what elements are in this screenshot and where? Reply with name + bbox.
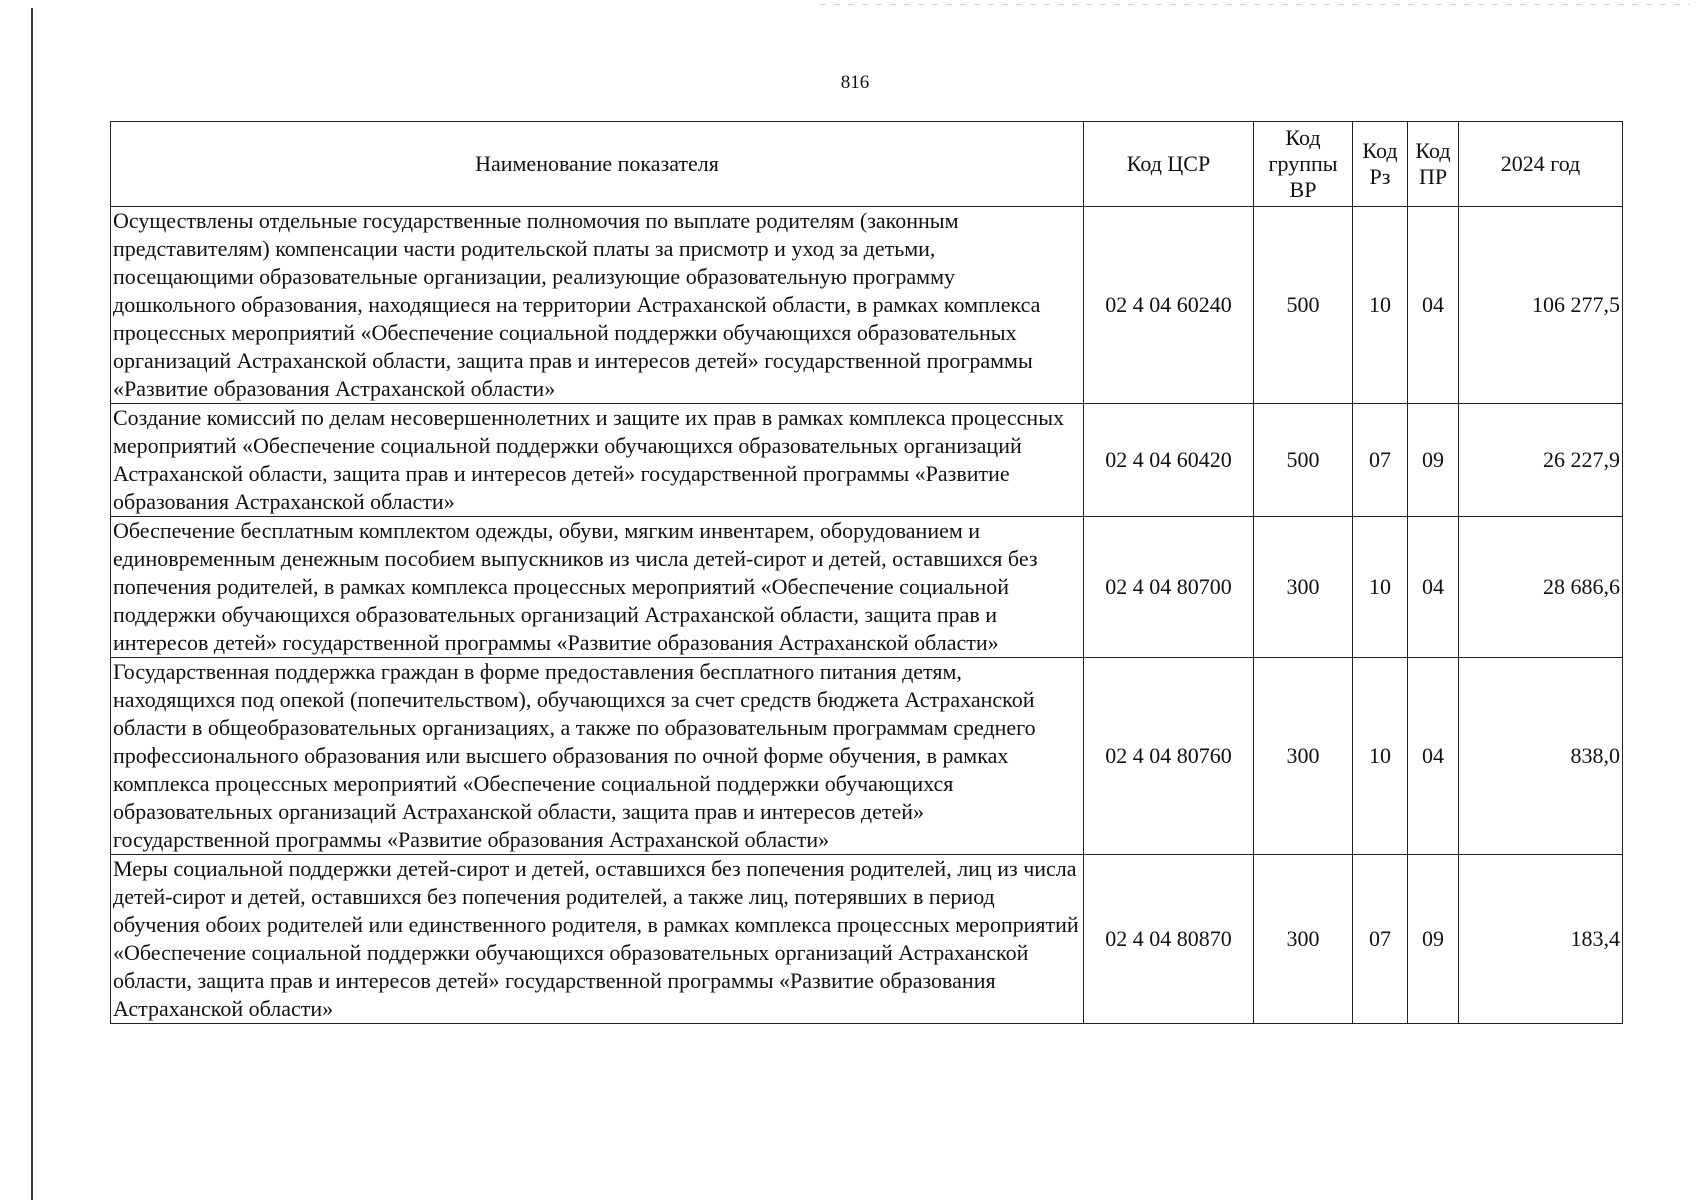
table-row [111,658,1623,855]
row-csr: 02 4 04 60240 [1084,207,1254,404]
table-row [111,404,1623,517]
row-pr: 09 [1408,404,1459,517]
row-amount: 26 227,9 [1459,404,1623,517]
row-pr: 04 [1408,658,1459,855]
row-name: Государственная поддержка граждан в форме предоставления бесплатного питания детям, находящихся под опекой (попечительством), обучающихся за счет средств бюджета Астраханской области в общеобразовательных организациях, а также по образовательным программам среднего профессионального образования или высшего образования по очной форме обучения, в рамках комплекса процессных мероприятий «Обеспечение социальной поддержки обучающихся образовательных организаций Астраханской области, защита прав и интересов детей» государственной программы «Развитие образования Астраханской области» [111,658,1084,855]
row-pr: 04 [1408,517,1459,658]
row-csr: 02 4 04 80760 [1084,658,1254,855]
row-vr: 300 [1254,658,1353,855]
header-year: 2024 год [1459,122,1623,207]
row-amount: 838,0 [1459,658,1623,855]
row-csr: 02 4 04 60420 [1084,404,1254,517]
row-name: Меры социальной поддержки детей-сирот и детей, оставшихся без попечения родителей, лиц из числа детей-сирот и детей, оставшихся без попечения родителей, а также лиц, потерявших в период обучения обоих родителей или единственного родителя, в рамках комплекса процессных мероприятий «Обеспечение социальной поддержки обучающихся образовательных организаций Астраханской области, защита прав и интересов детей» государственной программы «Развитие образования Астраханской области» [111,855,1084,1024]
row-rz: 10 [1353,517,1408,658]
row-csr: 02 4 04 80700 [1084,517,1254,658]
row-pr: 09 [1408,855,1459,1024]
header-pr: Код ПР [1408,122,1459,207]
row-name: Обеспечение бесплатным комплектом одежды, обуви, мягким инвентарем, оборудованием и единовременным денежным пособием выпускников из числа детей-сирот и детей, оставшихся без попечения родителей, в рамках комплекса процессных мероприятий «Обеспечение социальной поддержки обучающихся образовательных организаций Астраханской области, защита прав и интересов детей» государственной программы «Развитие образования Астраханской области» [111,517,1084,658]
row-vr: 300 [1254,517,1353,658]
scan-edge-line [31,8,33,1200]
row-vr: 500 [1254,404,1353,517]
row-csr: 02 4 04 80870 [1084,855,1254,1024]
header-csr: Код ЦСР [1084,122,1254,207]
header-name: Наименование показателя [111,122,1084,207]
row-pr: 04 [1408,207,1459,404]
table-row [111,855,1623,1024]
budget-table [110,121,1623,1024]
row-rz: 07 [1353,855,1408,1024]
row-rz: 07 [1353,404,1408,517]
row-amount: 183,4 [1459,855,1623,1024]
header-vr: Код группы ВР [1254,122,1353,207]
row-vr: 300 [1254,855,1353,1024]
page-number: 816 [840,72,870,93]
table-header-row [111,122,1623,207]
row-amount: 106 277,5 [1459,207,1623,404]
row-rz: 10 [1353,207,1408,404]
row-amount: 28 686,6 [1459,517,1623,658]
row-vr: 500 [1254,207,1353,404]
scan-top-noise [820,4,1690,5]
row-name: Создание комиссий по делам несовершеннолетних и защите их прав в рамках комплекса процессных мероприятий «Обеспечение социальной поддержки обучающихся образовательных организаций Астраханской области, защита прав и интересов детей» государственной программы «Развитие образования Астраханской области» [111,404,1084,517]
row-rz: 10 [1353,658,1408,855]
table-row [111,207,1623,404]
table-row [111,517,1623,658]
header-rz: Код Рз [1353,122,1408,207]
row-name: Осуществлены отдельные государственные полномочия по выплате родителям (законным представителям) компенсации части родительской платы за присмотр и уход за детьми, посещающими образовательные организации, реализующие образовательную программу дошкольного образования, находящиеся на территории Астраханской области, в рамках комплекса процессных мероприятий «Обеспечение социальной поддержки обучающихся образовательных организаций Астраханской области, защита прав и интересов детей» государственной программы «Развитие образования Астраханской области» [111,207,1084,404]
